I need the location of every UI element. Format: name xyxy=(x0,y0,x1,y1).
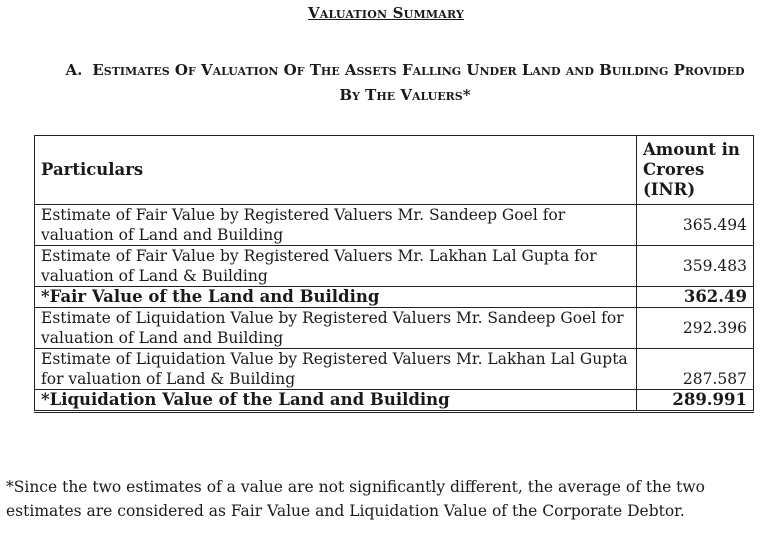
row-amount: 287.587 xyxy=(637,349,754,390)
particulars-header: Particulars xyxy=(35,136,637,205)
table-row xyxy=(35,349,754,390)
row-amount: 289.991 xyxy=(637,390,754,412)
row-amount: 365.494 xyxy=(637,205,754,246)
table-header-row xyxy=(35,136,754,205)
table-row xyxy=(35,308,754,349)
fair-value-total-row xyxy=(35,287,754,308)
amount-header: Amount in Crores (INR) xyxy=(637,136,754,205)
section-heading-text: Estimates Of Valuation Of The Assets Falling Under Land and Building Provided By The Valuers* xyxy=(92,61,745,104)
row-particular: Estimate of Liquidation Value by Registered Valuers Mr. Sandeep Goel for valuation of Land and Building xyxy=(35,308,637,349)
document-title: Valuation Summary xyxy=(307,4,465,22)
row-particular: *Fair Value of the Land and Building xyxy=(35,287,637,308)
section-heading xyxy=(60,58,750,108)
table-row xyxy=(35,205,754,246)
section-number: A. xyxy=(65,61,83,79)
table-row xyxy=(35,246,754,287)
valuation-table xyxy=(34,135,754,413)
row-particular: Estimate of Fair Value by Registered Valuers Mr. Sandeep Goel for valuation of Land and Building xyxy=(35,205,637,246)
row-amount: 292.396 xyxy=(637,308,754,349)
liquidation-value-total-row xyxy=(35,390,754,412)
row-amount: 362.49 xyxy=(637,287,754,308)
row-amount: 359.483 xyxy=(637,246,754,287)
row-particular: Estimate of Liquidation Value by Registered Valuers Mr. Lakhan Lal Gupta for valuation of Land & Building xyxy=(35,349,637,390)
footnote: *Since the two estimates of a value are not significantly different, the average of the two estimates are considered as Fair Value and Liquidation Value of the Corporate Debtor. xyxy=(6,478,705,520)
row-particular: *Liquidation Value of the Land and Building xyxy=(35,390,637,412)
row-particular: Estimate of Fair Value by Registered Valuers Mr. Lakhan Lal Gupta for valuation of Land & Building xyxy=(35,246,637,287)
